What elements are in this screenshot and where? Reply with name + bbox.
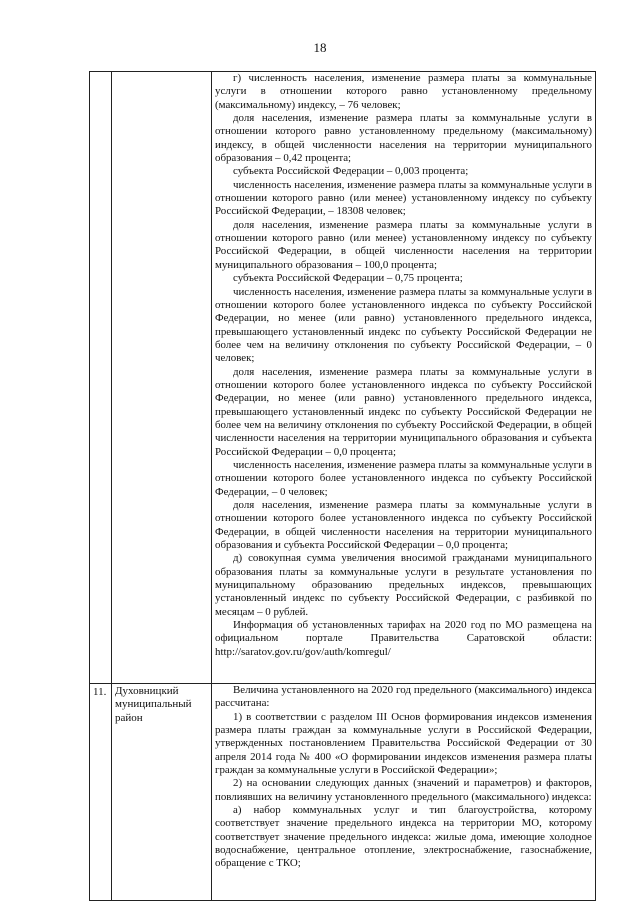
table-row — [90, 72, 596, 684]
row-number-cell: 11. — [90, 684, 112, 901]
paragraph: численность населения, изменение размера платы за коммунальные услуги в отношении которого более установленного индекса по субъекту Российской Федерации, но менее (или равно) установленного предельного индекса, превышающего установленный индекс по субъекту Российской Федерации не более чем на величину отклонения по субъекту Российской Федерации, – 0 человек; — [215, 285, 592, 365]
paragraph: Величина установленного на 2020 год предельного (максимального) индекса рассчитана: — [215, 684, 592, 710]
row-number-cell — [90, 72, 112, 684]
paragraph: доля населения, изменение размера платы за коммунальные услуги в отношении которого равно (или менее) установленному индексу по субъекту Российской Федерации, в общей численности населения на территории муниципального образования – 100,0 процента; — [215, 218, 592, 271]
paragraph: 1) в соответствии с разделом III Основ формирования индексов изменения размера платы граждан за коммунальные услуги в Российской Федерации, утвержденных постановлением Правительства Российской Федерации от 30 апреля 2014 года № 400 «О формировании индексов изменения размера платы граждан за коммунальные услуги в Российской Федерации»; — [215, 710, 592, 777]
document-table — [89, 71, 596, 901]
paragraph: доля населения, изменение размера платы за коммунальные услуги в отношении которого более установленного индекса по субъекту Российской Федерации, но менее (или равно) установленного предельного индекса, превышающего установленный индекс по субъекту Российской Федерации не более чем на величину отклонения по субъекту Российской Федерации, в общей численности населения на территории муниципального образования и субъекта Российской Федерации – 0,0 процента; — [215, 365, 592, 458]
page-number: 18 — [313, 40, 327, 55]
paragraph: субъекта Российской Федерации – 0,75 процента; — [233, 272, 463, 285]
paragraph: субъекта Российской Федерации – 0,003 процента; — [233, 165, 469, 178]
paragraph: доля населения, изменение размера платы за коммунальные услуги в отношении которого равно установленному предельному (максимальному) индексу, в общей численности населения на территории муниципального образования – 0,42 процента; — [215, 112, 592, 165]
description-cell — [212, 684, 596, 901]
paragraph: Информация об установленных тарифах на 2020 год по МО размещена на официальном портале Правительства Саратовской области: http://saratov.gov.ru/gov/auth/komregul/ — [215, 619, 592, 658]
paragraph: а) набор коммунальных услуг и тип благоустройства, которому соответствует значение предельного индекса на территории МО, которому соответствует значение предельного индекса: жилые дома, имеющие холодное водоснабжение, центральное отопление, электроснабжение, газоснабжение, обращение с ТКО; — [215, 804, 592, 870]
table-row — [90, 684, 596, 901]
paragraph: д) совокупная сумма увеличения вносимой гражданами муниципального образования платы за коммунальные услуги в результате установления по муниципальному образованию предельных индексов, превышающих установленный индекс по субъекту Российской Федерации, с разбивкой по месяцам – 0 рублей. — [215, 552, 592, 618]
paragraph: численность населения, изменение размера платы за коммунальные услуги в отношении которого равно (или менее) установленному индексу по субъекту Российской Федерации, – 18308 человек; — [215, 178, 592, 218]
paragraph: численность населения, изменение размера платы за коммунальные услуги в отношении которого более установленного индекса по субъекту Российской Федерации, – 0 человек; — [215, 458, 592, 498]
paragraph: доля населения, изменение размера платы за коммунальные услуги в отношении которого более установленного индекса по субъекту Российской Федерации, в общей численности населения на территории муниципального образования и субъекта Российской Федерации – 0,0 процента; — [215, 499, 592, 552]
description-cell — [212, 72, 596, 684]
paragraph: 2) на основании следующих данных (значений и параметров) и факторов, повлиявших на величину установленного предельного (максимального) индекса: — [215, 777, 592, 803]
paragraph: г) численность населения, изменение размера платы за коммунальные услуги в отношении которого равно установленному предельному (максимальному) индексу, – 76 человек; — [215, 72, 592, 111]
municipality-name-cell: Духовницкий муниципальный район — [112, 684, 212, 901]
municipality-name-cell — [112, 72, 212, 684]
